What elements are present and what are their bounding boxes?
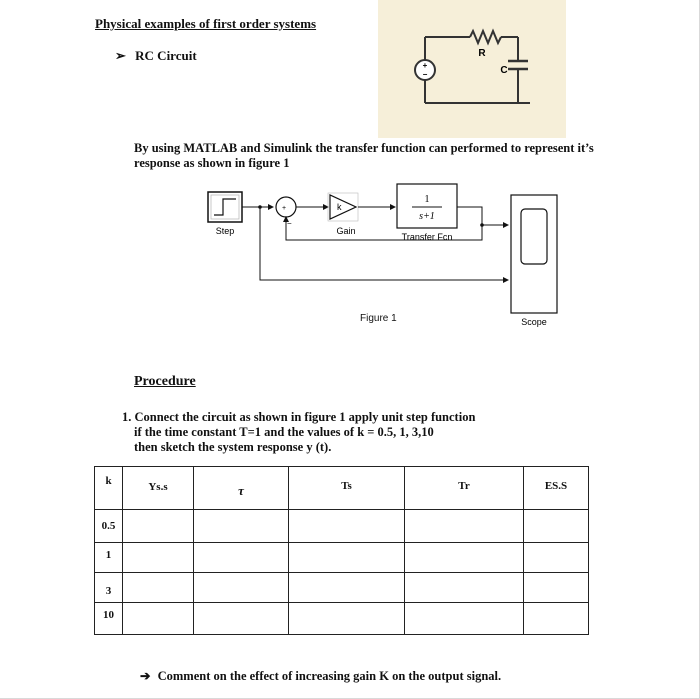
cell-empty[interactable] [524,543,589,573]
cell-empty[interactable] [289,543,405,573]
cell-empty[interactable] [123,573,194,603]
cell-empty[interactable] [405,543,524,573]
procedure-heading: Procedure [134,374,196,389]
cell-empty[interactable] [123,543,194,573]
header-ts: Ts [289,467,405,510]
arrow-icon: ➔ [140,669,151,683]
simulink-diagram [190,180,570,335]
step-block [208,192,242,222]
gain-symbol: k [337,202,342,212]
step-line-2: if the time constant T=1 and the values of k = 0.5, 1, 3,10 [134,425,434,439]
step-number: 1. [122,410,132,424]
cell-empty[interactable] [194,510,289,543]
page-title: Physical examples of first order systems [95,16,317,31]
cell-empty[interactable] [194,543,289,573]
cell-empty[interactable] [289,510,405,543]
table-row [95,573,589,603]
sum-plus-sign: + [282,205,287,212]
cell-empty[interactable] [289,573,405,603]
tf-denominator: s+1 [419,211,435,222]
tf-numerator: 1 [424,194,430,205]
sum-minus-sign: − [287,219,292,228]
table-row [95,603,589,635]
cell-empty[interactable] [405,573,524,603]
comment-text: Comment on the effect of increasing gain K on the output signal. [157,669,502,683]
rc-circuit-diagram [378,0,566,138]
header-yss: Ys.s [123,467,194,510]
bullet-marker: ➢ [115,48,126,63]
rc-circuit-svg [378,0,566,138]
step-line-3: then sketch the system response y (t). [134,440,332,454]
cell-empty[interactable] [123,510,194,543]
intro-paragraph: By using MATLAB and Simulink the transfer function can performed to represent it’s response as shown in figure 1 [134,141,594,170]
cell-empty[interactable] [289,603,405,635]
row-k-value: 0.5 [95,510,123,543]
simulink-svg [190,180,570,330]
step-line-1: Connect the circuit as shown in figure 1 apply unit step function [134,410,476,424]
capacitor-label: C [500,65,508,76]
gain-label: Gain [336,226,356,236]
resistor-label: R [478,48,486,59]
header-tr: Tr [405,467,524,510]
cell-empty[interactable] [123,603,194,635]
cell-empty[interactable] [524,510,589,543]
cell-empty[interactable] [194,603,289,635]
tf-label: Transfer Fcn [401,232,453,242]
rc-circuit-bullet [115,48,197,64]
scope-block [511,195,557,313]
step-label: Step [215,226,235,236]
cell-empty[interactable] [524,573,589,603]
row-k-value: 10 [95,603,123,635]
svg-text:+: + [422,61,428,70]
table-row [95,543,589,573]
row-k-value: 3 [95,573,123,603]
cell-empty[interactable] [524,603,589,635]
bullet-text: RC Circuit [135,48,197,63]
cell-empty[interactable] [405,603,524,635]
scope-label: Scope [521,317,547,327]
comment-line [140,668,501,684]
cell-empty[interactable] [194,573,289,603]
row-k-value: 1 [95,543,123,573]
svg-text:−: − [422,70,428,79]
header-ess: ES.S [524,467,589,510]
figure-caption: Figure 1 [360,313,397,324]
header-tau: τ [194,467,289,510]
procedure-step-1 [122,410,475,455]
header-k: k [95,467,123,510]
table-row [95,510,589,543]
table-header-row [95,467,589,510]
gain-block [328,193,358,221]
results-table [94,466,589,635]
cell-empty[interactable] [405,510,524,543]
